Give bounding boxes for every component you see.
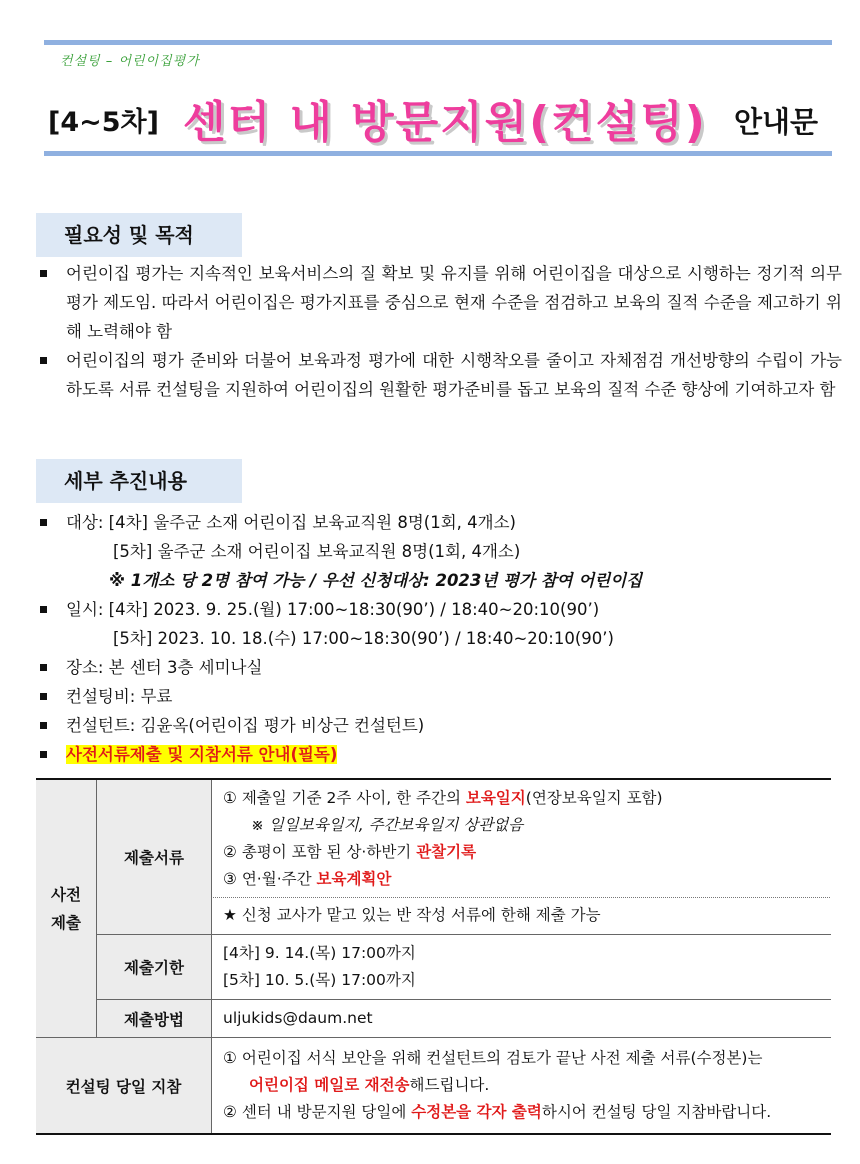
- method-label: 제출방법: [97, 1000, 212, 1038]
- detail-consultant: 컨설턴트: 김윤옥(어린이집 평가 비상근 컨설턴트): [36, 711, 842, 740]
- header-tag: 컨설팅 – 어린이집평가: [60, 54, 200, 69]
- detail-notice: [36, 740, 842, 769]
- deadline-label: 제출기한: [97, 935, 212, 1000]
- title-main: 센터 내 방문지원(컨설팅): [183, 97, 707, 148]
- doc-item-2: ② 총평이 포함 된 상·하반기 관찰기록: [223, 843, 477, 861]
- deadline-cell: [212, 935, 832, 1000]
- header-top-rule: [44, 40, 832, 45]
- bring-label: 컨설팅 당일 지참: [36, 1038, 212, 1135]
- method-cell: [212, 1000, 832, 1038]
- purpose-list: [36, 259, 842, 404]
- docs-label: 제출서류: [97, 779, 212, 935]
- detail-target-note: ※ 1개소 당 2명 참여 가능 / 우선 신청대상: 2023년 평가 참여 어린이집: [109, 571, 643, 590]
- deadline-round5: [5차] 10. 5.(목) 17:00까지: [223, 971, 416, 989]
- submission-table: [36, 778, 831, 1135]
- detail-target: 대상: [4차] 울주군 소재 어린이집 보육교직원 8명(1회, 4개소): [36, 508, 842, 537]
- purpose-item: 어린이집의 평가 준비와 더불어 보육과정 평가에 대한 시행착오를 줄이고 자체점검 개선방향의 수립이 가능하도록 서류 컨설팅을 지원하여 어린이집의 원활한 평가준비를 돕고 보육의 질적 수준 향상에 기여하고자 함: [36, 346, 842, 404]
- details-list: [36, 508, 842, 769]
- section-heading-details: 세부 추진내용: [36, 459, 242, 503]
- header-bottom-rule: [44, 151, 832, 156]
- bring-item-2: ② 센터 내 방문지원 당일에 수정본을 각자 출력하시어 컨설팅 당일 지참바랍니다.: [223, 1103, 772, 1121]
- detail-target-2: [5차] 울주군 소재 어린이집 보육교직원 8명(1회, 4개소): [113, 542, 521, 561]
- deadline-round4: [4차] 9. 14.(목) 17:00까지: [223, 944, 416, 962]
- detail-date: 일시: [4차] 2023. 9. 25.(월) 17:00~18:30(90’) / 18:40~20:10(90’): [36, 595, 842, 624]
- detail-fee: 컨설팅비: 무료: [36, 682, 842, 711]
- submit-email: uljukids@daum.net: [223, 1009, 373, 1027]
- bring-item-1-cont: 어린이집 메일로 재전송해드립니다.: [249, 1076, 490, 1094]
- doc-item-3: ③ 연·월·주간 보육계획안: [223, 870, 392, 888]
- bring-cell: [212, 1038, 832, 1135]
- doc-item-1: ① 제출일 기준 2주 사이, 한 주간의 보육일지(연장보육일지 포함): [223, 789, 663, 807]
- detail-date-2: [5차] 2023. 10. 18.(수) 17:00~18:30(90’) / 18:40~20:10(90’): [113, 629, 614, 648]
- bring-item-1: ① 어린이집 서식 보안을 위해 컨설턴트의 검토가 끝난 사전 제출 서류(수정본)는: [223, 1049, 763, 1067]
- doc-star-note: ★ 신청 교사가 맡고 있는 반 작성 서류에 한해 제출 가능: [213, 897, 830, 933]
- page-title: [48, 86, 838, 148]
- detail-place: 장소: 본 센터 3층 세미나실: [36, 653, 842, 682]
- doc-item-1-note: ※ 일일보육일지, 주간보육일지 상관없음: [251, 816, 524, 834]
- notice-highlight: 사전서류제출 및 지참서류 안내(필독): [66, 745, 338, 764]
- title-tail: 안내문: [734, 105, 819, 139]
- section-heading-purpose: 필요성 및 목적: [36, 213, 242, 257]
- purpose-item: 어린이집 평가는 지속적인 보육서비스의 질 확보 및 유지를 위해 어린이집을 대상으로 시행하는 정기적 의무평가 제도임. 따라서 어린이집은 평가지표를 중심으로 현재 수준을 점검하고 보육의 질적 수준을 제고하기 위해 노력해야 함: [36, 259, 842, 346]
- docs-cell: [212, 779, 832, 935]
- pre-submit-label: 사전 제출: [36, 779, 97, 1038]
- title-round: [4~5차]: [48, 107, 159, 138]
